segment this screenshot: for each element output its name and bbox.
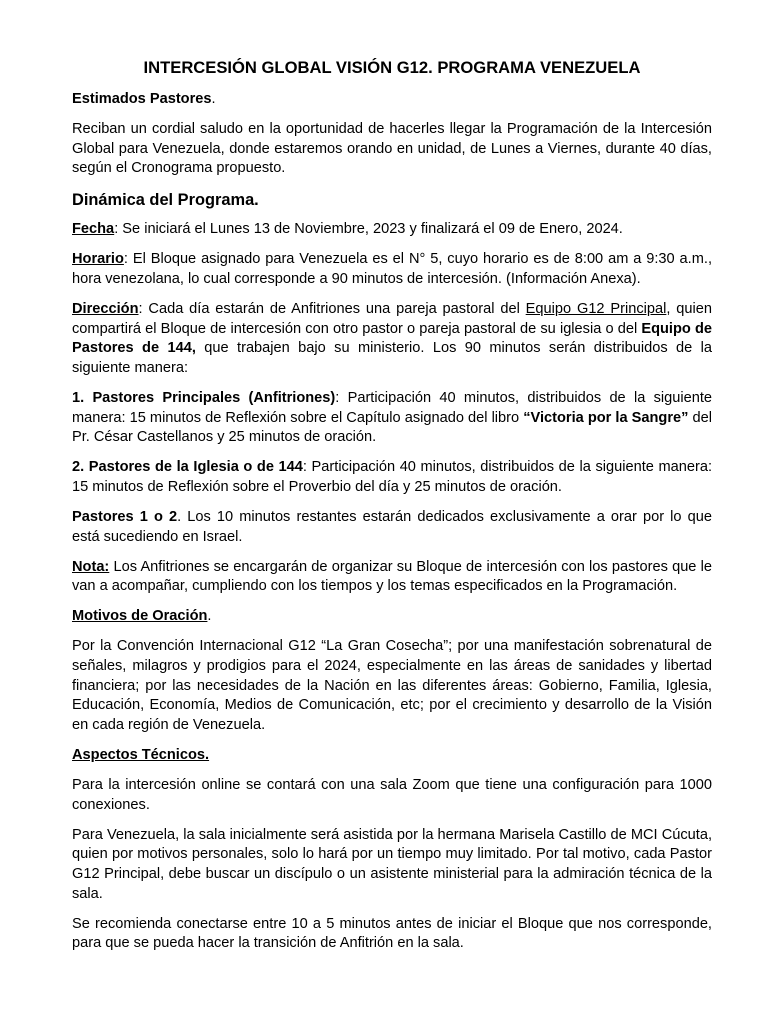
direccion-bold: Equipo de Pastores de 144,	[72, 320, 712, 357]
item-1-text-2: del Pr. César Castellanos y 25 minutos de oración.	[72, 409, 712, 446]
item-1-text-1: : Participación 40 minutos, distribuidos de la siguiente manera: 15 minutos de Reflexión sobre el Capítulo asignado del libro	[72, 390, 712, 426]
horario-paragraph	[72, 250, 712, 289]
aspectos-heading	[72, 746, 712, 766]
direccion-label: Dirección	[72, 301, 139, 318]
intro-paragraph: Reciban un cordial saludo en la oportunidad de hacerles llegar la Programación de la Intercesión Global para Venezuela, donde estaremos orando en unidad, de Lunes a Viernes, durante 40 días, según el Cronograma propuesto.	[72, 121, 712, 177]
motivos-paragraph: Por la Convención Internacional G12 “La Gran Cosecha”; por una manifestación sobrenatural de señales, milagros y prodigios para el 2024, especialmente en las áreas de sanidades y libertad financiera; por las necesidades de la Nación en las diferentes áreas: Gobierno, Familia, Iglesia, Educación, Economía, Medios de Comunicación, etc; por el crecimiento y desarrollo de la Visión en cada región de Venezuela.	[72, 638, 712, 733]
aspectos-paragraph-1: Para la intercesión online se contará con una sala Zoom que tiene una configuración para 1000 conexiones.	[72, 777, 712, 813]
horario-text: : El Bloque asignado para Venezuela es el N° 5, cuyo horario es de 8:00 am a 9:30 a.m., hora venezolana, lo cual corresponde a 90 minutos de intercesión. (Información Anexa).	[72, 251, 712, 288]
item-2-label: 2. Pastores de la Iglesia o de 144	[72, 459, 303, 476]
motivos-label: Motivos de Oración	[72, 608, 208, 625]
greeting-suffix: .	[211, 91, 216, 107]
item-2-paragraph	[72, 458, 712, 497]
motivos-heading	[72, 607, 712, 627]
greeting	[72, 90, 712, 110]
section-heading: Dinámica del Programa.	[72, 191, 259, 210]
book-title: “Victoria por la Sangre”	[523, 409, 689, 426]
item-1-label: 1. Pastores Principales (Anfitriones)	[72, 390, 336, 407]
nota-paragraph	[72, 558, 712, 597]
item-3-label: Pastores 1 o 2	[72, 509, 178, 525]
horario-label: Horario	[72, 251, 124, 268]
aspectos-label: Aspectos Técnicos.	[72, 746, 210, 763]
direccion-text-2: , quien compartirá el Bloque de intercesión con otro pastor o pareja pastoral de su iglesia o del	[72, 301, 712, 337]
document-title: INTERCESIÓN GLOBAL VISIÓN G12. PROGRAMA VENEZUELA	[143, 58, 641, 77]
aspectos-paragraph-2: Para Venezuela, la sala inicialmente será asistida por la hermana Marisela Castillo de MCI Cúcuta, quien por motivos personales, solo lo hará por un tiempo muy limitado. Por tal motivo, cada Pastor G12 Principal, debe buscar un discípulo o un asistente ministerial para la admiración técnica de la sala.	[72, 826, 712, 902]
nota-text: Los Anfitriones se encargarán de organizar su Bloque de intercesión con los pastores que le van a acompañar, cumpliendo con los tiempos y los temas especificados en la Programación.	[72, 558, 712, 595]
direccion-text-3: que trabajen bajo su ministerio. Los 90 minutos serán distribuidos de la siguiente manera:	[72, 340, 712, 376]
direccion-text-1: : Cada día estarán de Anfitriones una pareja pastoral del	[138, 301, 526, 318]
fecha-label: Fecha	[72, 221, 115, 238]
equipo-g12-link: Equipo G12 Principal	[525, 301, 667, 318]
fecha-text: : Se iniciará el Lunes 13 de Noviembre, 2023 y finalizará el 09 de Enero, 2024.	[114, 221, 623, 238]
item-3-text: . Los 10 minutos restantes estarán dedicados exclusivamente a orar por lo que está sucediendo en Israel.	[72, 509, 712, 545]
item-3-paragraph	[72, 508, 712, 547]
aspectos-paragraph-3: Se recomienda conectarse entre 10 a 5 minutos antes de iniciar el Bloque que nos corresponde, para que se pueda hacer la transición de Anfitrión en la sala.	[72, 915, 712, 952]
greeting-bold: Estimados Pastores	[72, 91, 212, 107]
fecha-paragraph	[72, 220, 712, 240]
item-2-text: : Participación 40 minutos, distribuidos de la siguiente manera: 15 minutos de Reflexión sobre el Proverbio del día y 25 minutos de oración.	[72, 459, 712, 495]
direccion-paragraph	[72, 300, 712, 378]
nota-label: Nota:	[72, 558, 110, 575]
motivos-suffix: .	[207, 608, 212, 625]
item-1-paragraph	[72, 389, 712, 448]
